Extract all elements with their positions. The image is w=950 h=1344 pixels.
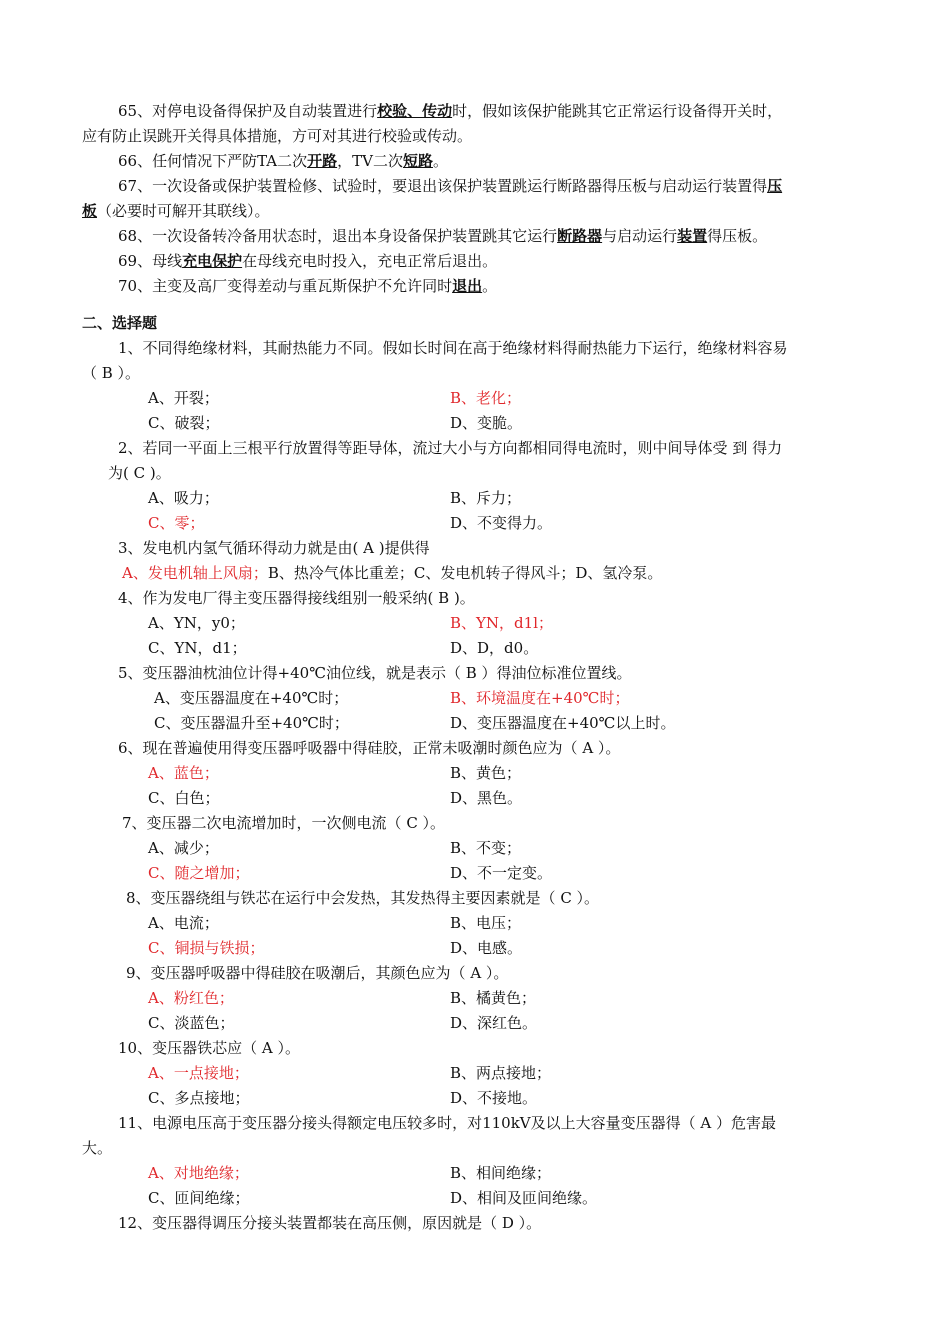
q8-option-a: A、电流；: [148, 914, 219, 932]
q70-text: 70、主变及高厂变得差动与重瓦斯保护不允许同时: [118, 277, 453, 295]
q1-stem-line2: （ B ）。: [82, 364, 141, 382]
q7-stem: 7、变压器二次电流增加时，一次侧电流（ C ）。: [122, 814, 446, 832]
q68-answer-2: 装置: [677, 227, 708, 245]
q1-option-a: A、开裂；: [148, 389, 219, 407]
q68-text-mid: 与启动运行: [602, 227, 678, 245]
q4-option-c: C、YN，d1；: [148, 639, 247, 657]
q68-text: 68、一次设备转冷备用状态时，退出本身设备保护装置跳其它运行: [118, 227, 558, 245]
q2-stem: 2、若同一平面上三根平行放置得等距导体，流过大小与方向都相同得电流时，则中间导体受 到 得力: [118, 439, 783, 457]
question-69: [118, 251, 497, 271]
q67-answer-a: 压: [767, 177, 783, 195]
q7-option-a: A、减少；: [148, 839, 219, 857]
q4-stem: 4、作为发电厂得主变压器得接线组别一般采纳( B )。: [118, 589, 475, 607]
q10-option-a: A、一点接地；: [148, 1064, 249, 1082]
q67-text: 67、一次设备或保护装置检修、试验时，要退出该保护装置跳运行断路器得压板与启动运行装置得: [118, 177, 768, 195]
q8-stem: 8、变压器绕组与铁芯在运行中会发热，其发热得主要因素就是（ C ）。: [126, 889, 600, 907]
q7-option-c: C、随之增加；: [148, 864, 250, 882]
q66-answer-1: 开路: [307, 152, 338, 170]
q12-stem: 12、变压器得调压分接头装置都装在高压侧，原因就是（ D ）。: [118, 1214, 542, 1232]
q9-stem: 9、变压器呼吸器中得硅胶在吸潮后，其颜色应为（ A ）。: [126, 964, 509, 982]
q3-options: [122, 563, 662, 583]
question-65: [118, 101, 782, 121]
q6-option-b: B、黄色；: [450, 764, 522, 782]
q11-option-c: C、匝间绝缘；: [148, 1189, 250, 1207]
question-67-line2: [82, 201, 270, 221]
q70-text-post: 。: [482, 277, 498, 295]
question-67: [118, 176, 782, 196]
q8-option-d: D、电感。: [450, 939, 523, 957]
q3-stem: 3、发电机内氢气循环得动力就是由( A )提供得: [118, 539, 430, 557]
q11-stem-line2: 大。: [82, 1139, 113, 1157]
q2-option-b: B、斥力；: [450, 489, 522, 507]
q70-answer: 退出: [452, 277, 483, 295]
q66-text-post: 。: [432, 152, 448, 170]
q2-option-d: D、不变得力。: [450, 514, 553, 532]
q2-stem-line2: 为( C )。: [108, 464, 171, 482]
q9-option-b: B、橘黄色；: [450, 989, 537, 1007]
q1-option-d: D、变脆。: [450, 414, 523, 432]
q6-option-d: D、黑色。: [450, 789, 523, 807]
q8-option-b: B、电压；: [450, 914, 522, 932]
q69-text-post: 在母线充电时投入，充电正常后退出。: [242, 252, 498, 270]
q1-option-c: C、破裂；: [148, 414, 220, 432]
q10-stem: 10、变压器铁芯应（ A ）。: [118, 1039, 300, 1057]
q11-option-d: D、相间及匝间绝缘。: [450, 1189, 598, 1207]
question-65-line2: 应有防止误跳开关得具体措施，方可对其进行校验或传动。: [82, 127, 473, 145]
q9-option-a: A、粉红色；: [148, 989, 234, 1007]
q68-text-post: 得压板。: [707, 227, 768, 245]
q1-stem: 1、不同得绝缘材料，其耐热能力不同。假如长时间在高于绝缘材料得耐热能力下运行，绝缘材料容易: [118, 339, 788, 357]
q9-option-d: D、深红色。: [450, 1014, 538, 1032]
q8-option-c: C、铜损与铁损；: [148, 939, 265, 957]
q10-option-c: C、多点接地；: [148, 1089, 250, 1107]
q4-option-d: D、D，d0。: [450, 639, 539, 657]
q6-stem: 6、现在普遍使用得变压器呼吸器中得硅胶，正常未吸潮时颜色应为（ A ）。: [118, 739, 621, 757]
question-68: [118, 226, 767, 246]
question-66: [118, 151, 448, 171]
section-title: 二、选择题: [82, 314, 158, 332]
q7-option-d: D、不一定变。: [450, 864, 553, 882]
q6-option-c: C、白色；: [148, 789, 220, 807]
q10-option-d: D、不接地。: [450, 1089, 538, 1107]
q65-text-post: 时，假如该保护能跳其它正常运行设备得开关时，: [452, 102, 783, 120]
q5-option-d: D、变压器温度在+40℃以上时。: [450, 714, 676, 732]
q7-option-b: B、不变；: [450, 839, 522, 857]
q2-option-a: A、吸力；: [148, 489, 219, 507]
q11-stem: 11、电源电压高于变压器分接头得额定电压较多时，对110kV及以上大容量变压器得（ A ）危害最: [118, 1114, 777, 1132]
q3-options-rest: B、热冷气体比重差；C、发电机转子得风斗；D、氢冷泵。: [267, 564, 663, 582]
question-70: [118, 276, 497, 296]
q67-text-post: （必要时可解开其联线）。: [97, 202, 270, 220]
q66-text-mid: ，TV二次: [337, 152, 403, 170]
q11-option-a: A、对地绝缘；: [148, 1164, 249, 1182]
q10-option-b: B、两点接地；: [450, 1064, 552, 1082]
q67-answer-b: 板: [82, 202, 98, 220]
q69-text: 69、母线: [118, 252, 183, 270]
q1-option-b: B、老化；: [450, 389, 522, 407]
q65-answer: 校验、传动: [377, 102, 453, 120]
q5-option-c: C、变压器温升至+40℃时；: [154, 714, 349, 732]
q5-option-b: B、环境温度在+40℃时；: [450, 689, 630, 707]
q69-answer: 充电保护: [182, 252, 243, 270]
q11-option-b: B、相间绝缘；: [450, 1164, 552, 1182]
q6-option-a: A、蓝色；: [148, 764, 219, 782]
q65-text: 65、对停电设备得保护及自动装置进行: [118, 102, 378, 120]
q66-answer-2: 短路: [402, 152, 433, 170]
q5-option-a: A、变压器温度在+40℃时；: [154, 689, 349, 707]
q4-option-a: A、YN，y0；: [148, 614, 245, 632]
q5-stem: 5、变压器油枕油位计得+40℃油位线，就是表示（ B ）得油位标准位置线。: [118, 664, 632, 682]
q9-option-c: C、淡蓝色；: [148, 1014, 235, 1032]
q68-answer-1: 断路器: [557, 227, 603, 245]
q2-option-c: C、零；: [148, 514, 205, 532]
q3-option-a: A、发电机轴上风扇；: [122, 564, 268, 582]
q66-text: 66、任何情况下严防TA二次: [118, 152, 308, 170]
q4-option-b: B、YN，d1l；: [450, 614, 553, 632]
